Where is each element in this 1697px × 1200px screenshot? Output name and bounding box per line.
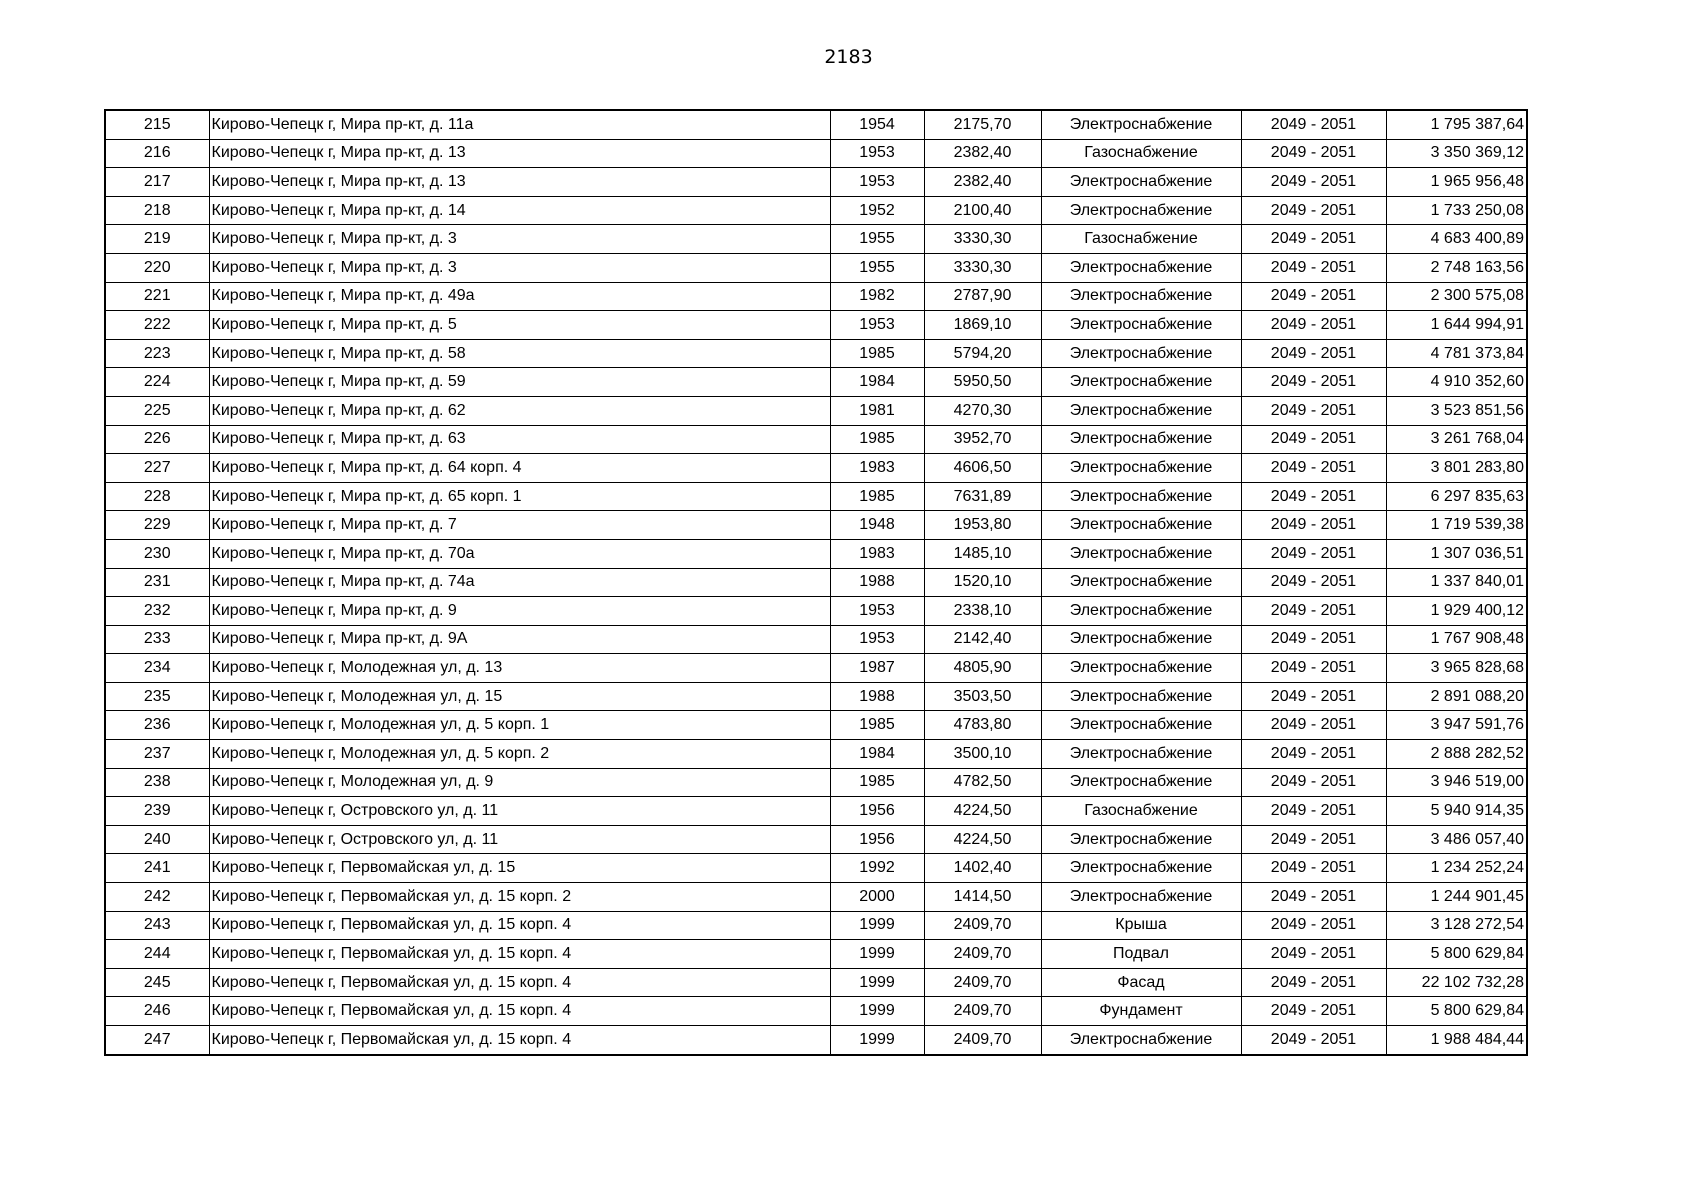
row-number-cell: 217: [105, 168, 209, 197]
cost-cell: 3 261 768,04: [1386, 425, 1527, 454]
address-cell: Кирово-Чепецк г, Молодежная ул, д. 15: [209, 682, 830, 711]
area-cell: 1953,80: [924, 511, 1041, 540]
work-type-cell: Электроснабжение: [1041, 768, 1241, 797]
work-type-cell: Электроснабжение: [1041, 482, 1241, 511]
period-cell: 2049 - 2051: [1241, 225, 1386, 254]
build-year-cell: 1985: [830, 482, 924, 511]
build-year-cell: 1988: [830, 568, 924, 597]
area-cell: 4224,50: [924, 797, 1041, 826]
area-cell: 1414,50: [924, 883, 1041, 912]
cost-cell: 1 733 250,08: [1386, 196, 1527, 225]
row-number-cell: 238: [105, 768, 209, 797]
area-cell: 4783,80: [924, 711, 1041, 740]
cost-cell: 1 234 252,24: [1386, 854, 1527, 883]
build-year-cell: 1982: [830, 282, 924, 311]
build-year-cell: 1981: [830, 396, 924, 425]
cost-cell: 3 965 828,68: [1386, 654, 1527, 683]
period-cell: 2049 - 2051: [1241, 110, 1386, 139]
area-cell: 4606,50: [924, 454, 1041, 483]
address-cell: Кирово-Чепецк г, Мира пр-кт, д. 14: [209, 196, 830, 225]
build-year-cell: 1952: [830, 196, 924, 225]
table-body: [105, 110, 1527, 1055]
area-cell: 4782,50: [924, 768, 1041, 797]
table-row: [105, 454, 1527, 483]
table-row: [105, 253, 1527, 282]
build-year-cell: 1988: [830, 682, 924, 711]
cost-cell: 1 719 539,38: [1386, 511, 1527, 540]
period-cell: 2049 - 2051: [1241, 625, 1386, 654]
row-number-cell: 223: [105, 339, 209, 368]
period-cell: 2049 - 2051: [1241, 1026, 1386, 1055]
period-cell: 2049 - 2051: [1241, 597, 1386, 626]
cost-cell: 1 795 387,64: [1386, 110, 1527, 139]
table-row: [105, 682, 1527, 711]
table-row: [105, 511, 1527, 540]
area-cell: 2382,40: [924, 168, 1041, 197]
work-type-cell: Электроснабжение: [1041, 597, 1241, 626]
table-row: [105, 597, 1527, 626]
period-cell: 2049 - 2051: [1241, 682, 1386, 711]
row-number-cell: 228: [105, 482, 209, 511]
work-type-cell: Газоснабжение: [1041, 797, 1241, 826]
table-row: [105, 339, 1527, 368]
address-cell: Кирово-Чепецк г, Первомайская ул, д. 15 корп. 2: [209, 883, 830, 912]
period-cell: 2049 - 2051: [1241, 854, 1386, 883]
table-row: [105, 225, 1527, 254]
area-cell: 2409,70: [924, 911, 1041, 940]
address-cell: Кирово-Чепецк г, Мира пр-кт, д. 9: [209, 597, 830, 626]
work-type-cell: Электроснабжение: [1041, 368, 1241, 397]
table-row: [105, 139, 1527, 168]
cost-cell: 1 988 484,44: [1386, 1026, 1527, 1055]
page-number: 2183: [824, 46, 873, 68]
area-cell: 4224,50: [924, 825, 1041, 854]
work-type-cell: Электроснабжение: [1041, 339, 1241, 368]
area-cell: 3330,30: [924, 225, 1041, 254]
build-year-cell: 1954: [830, 110, 924, 139]
table-row: [105, 539, 1527, 568]
row-number-cell: 215: [105, 110, 209, 139]
build-year-cell: 1999: [830, 940, 924, 969]
work-type-cell: Электроснабжение: [1041, 825, 1241, 854]
table-row: [105, 654, 1527, 683]
cost-cell: 1 337 840,01: [1386, 568, 1527, 597]
table-row: [105, 968, 1527, 997]
build-year-cell: 1985: [830, 768, 924, 797]
address-cell: Кирово-Чепецк г, Мира пр-кт, д. 65 корп. 1: [209, 482, 830, 511]
area-cell: 5950,50: [924, 368, 1041, 397]
cost-cell: 1 244 901,45: [1386, 883, 1527, 912]
table-row: [105, 883, 1527, 912]
work-type-cell: Электроснабжение: [1041, 253, 1241, 282]
build-year-cell: 1953: [830, 311, 924, 340]
work-type-cell: Фасад: [1041, 968, 1241, 997]
build-year-cell: 1999: [830, 911, 924, 940]
period-cell: 2049 - 2051: [1241, 454, 1386, 483]
work-type-cell: Электроснабжение: [1041, 311, 1241, 340]
area-cell: 2100,40: [924, 196, 1041, 225]
address-cell: Кирово-Чепецк г, Мира пр-кт, д. 58: [209, 339, 830, 368]
cost-cell: 3 486 057,40: [1386, 825, 1527, 854]
build-year-cell: 1985: [830, 425, 924, 454]
row-number-cell: 230: [105, 539, 209, 568]
row-number-cell: 240: [105, 825, 209, 854]
table-row: [105, 1026, 1527, 1055]
table-row: [105, 997, 1527, 1026]
address-cell: Кирово-Чепецк г, Молодежная ул, д. 9: [209, 768, 830, 797]
cost-cell: 2 748 163,56: [1386, 253, 1527, 282]
table-row: [105, 396, 1527, 425]
cost-cell: 5 800 629,84: [1386, 940, 1527, 969]
row-number-cell: 225: [105, 396, 209, 425]
area-cell: 4270,30: [924, 396, 1041, 425]
table-row: [105, 768, 1527, 797]
row-number-cell: 227: [105, 454, 209, 483]
row-number-cell: 235: [105, 682, 209, 711]
area-cell: 2409,70: [924, 1026, 1041, 1055]
period-cell: 2049 - 2051: [1241, 196, 1386, 225]
period-cell: 2049 - 2051: [1241, 482, 1386, 511]
area-cell: 2409,70: [924, 997, 1041, 1026]
period-cell: 2049 - 2051: [1241, 568, 1386, 597]
period-cell: 2049 - 2051: [1241, 825, 1386, 854]
row-number-cell: 222: [105, 311, 209, 340]
address-cell: Кирово-Чепецк г, Мира пр-кт, д. 7: [209, 511, 830, 540]
period-cell: 2049 - 2051: [1241, 797, 1386, 826]
address-cell: Кирово-Чепецк г, Мира пр-кт, д. 11а: [209, 110, 830, 139]
address-cell: Кирово-Чепецк г, Мира пр-кт, д. 49а: [209, 282, 830, 311]
build-year-cell: 1984: [830, 368, 924, 397]
build-year-cell: 1983: [830, 539, 924, 568]
row-number-cell: 245: [105, 968, 209, 997]
address-cell: Кирово-Чепецк г, Мира пр-кт, д. 63: [209, 425, 830, 454]
address-cell: Кирово-Чепецк г, Островского ул, д. 11: [209, 825, 830, 854]
period-cell: 2049 - 2051: [1241, 425, 1386, 454]
row-number-cell: 219: [105, 225, 209, 254]
table-row: [105, 110, 1527, 139]
table-row: [105, 911, 1527, 940]
work-type-cell: Подвал: [1041, 940, 1241, 969]
area-cell: 3952,70: [924, 425, 1041, 454]
address-cell: Кирово-Чепецк г, Мира пр-кт, д. 70а: [209, 539, 830, 568]
work-type-cell: Электроснабжение: [1041, 711, 1241, 740]
area-cell: 3330,30: [924, 253, 1041, 282]
cost-cell: 1 929 400,12: [1386, 597, 1527, 626]
row-number-cell: 220: [105, 253, 209, 282]
area-cell: 3500,10: [924, 740, 1041, 769]
work-type-cell: Фундамент: [1041, 997, 1241, 1026]
row-number-cell: 232: [105, 597, 209, 626]
period-cell: 2049 - 2051: [1241, 539, 1386, 568]
address-cell: Кирово-Чепецк г, Первомайская ул, д. 15 корп. 4: [209, 968, 830, 997]
area-cell: 1520,10: [924, 568, 1041, 597]
table-row: [105, 825, 1527, 854]
build-year-cell: 1953: [830, 168, 924, 197]
address-cell: Кирово-Чепецк г, Первомайская ул, д. 15 корп. 4: [209, 911, 830, 940]
period-cell: 2049 - 2051: [1241, 711, 1386, 740]
table-row: [105, 311, 1527, 340]
build-year-cell: 1999: [830, 997, 924, 1026]
build-year-cell: 1992: [830, 854, 924, 883]
row-number-cell: 224: [105, 368, 209, 397]
period-cell: 2049 - 2051: [1241, 396, 1386, 425]
address-cell: Кирово-Чепецк г, Мира пр-кт, д. 64 корп. 4: [209, 454, 830, 483]
build-year-cell: 1955: [830, 253, 924, 282]
row-number-cell: 246: [105, 997, 209, 1026]
period-cell: 2049 - 2051: [1241, 253, 1386, 282]
area-cell: 3503,50: [924, 682, 1041, 711]
period-cell: 2049 - 2051: [1241, 368, 1386, 397]
address-cell: Кирово-Чепецк г, Мира пр-кт, д. 59: [209, 368, 830, 397]
address-cell: Кирово-Чепецк г, Мира пр-кт, д. 3: [209, 225, 830, 254]
work-type-cell: Крыша: [1041, 911, 1241, 940]
build-year-cell: 1983: [830, 454, 924, 483]
area-cell: 2409,70: [924, 968, 1041, 997]
period-cell: 2049 - 2051: [1241, 168, 1386, 197]
build-year-cell: 1948: [830, 511, 924, 540]
work-type-cell: Электроснабжение: [1041, 282, 1241, 311]
address-cell: Кирово-Чепецк г, Первомайская ул, д. 15: [209, 854, 830, 883]
address-cell: Кирово-Чепецк г, Островского ул, д. 11: [209, 797, 830, 826]
row-number-cell: 241: [105, 854, 209, 883]
address-cell: Кирово-Чепецк г, Мира пр-кт, д. 62: [209, 396, 830, 425]
cost-cell: 3 128 272,54: [1386, 911, 1527, 940]
build-year-cell: 1956: [830, 797, 924, 826]
period-cell: 2049 - 2051: [1241, 740, 1386, 769]
cost-cell: 3 523 851,56: [1386, 396, 1527, 425]
address-cell: Кирово-Чепецк г, Молодежная ул, д. 5 корп. 1: [209, 711, 830, 740]
row-number-cell: 218: [105, 196, 209, 225]
work-type-cell: Электроснабжение: [1041, 568, 1241, 597]
row-number-cell: 226: [105, 425, 209, 454]
cost-cell: 5 800 629,84: [1386, 997, 1527, 1026]
build-year-cell: 1999: [830, 968, 924, 997]
table-row: [105, 168, 1527, 197]
build-year-cell: 1984: [830, 740, 924, 769]
address-cell: Кирово-Чепецк г, Мира пр-кт, д. 3: [209, 253, 830, 282]
period-cell: 2049 - 2051: [1241, 768, 1386, 797]
table-row: [105, 568, 1527, 597]
cost-cell: 5 940 914,35: [1386, 797, 1527, 826]
work-type-cell: Электроснабжение: [1041, 854, 1241, 883]
work-type-cell: Электроснабжение: [1041, 110, 1241, 139]
table-row: [105, 711, 1527, 740]
cost-cell: 3 801 283,80: [1386, 454, 1527, 483]
build-year-cell: 1956: [830, 825, 924, 854]
work-type-cell: Электроснабжение: [1041, 625, 1241, 654]
address-cell: Кирово-Чепецк г, Молодежная ул, д. 13: [209, 654, 830, 683]
period-cell: 2049 - 2051: [1241, 940, 1386, 969]
address-cell: Кирово-Чепецк г, Первомайская ул, д. 15 корп. 4: [209, 940, 830, 969]
period-cell: 2049 - 2051: [1241, 997, 1386, 1026]
table-row: [105, 282, 1527, 311]
cost-cell: 2 300 575,08: [1386, 282, 1527, 311]
address-cell: Кирово-Чепецк г, Молодежная ул, д. 5 корп. 2: [209, 740, 830, 769]
table-row: [105, 368, 1527, 397]
cost-cell: 4 683 400,89: [1386, 225, 1527, 254]
period-cell: 2049 - 2051: [1241, 883, 1386, 912]
row-number-cell: 236: [105, 711, 209, 740]
repair-register-table: [104, 109, 1528, 1056]
work-type-cell: Газоснабжение: [1041, 139, 1241, 168]
area-cell: 2175,70: [924, 110, 1041, 139]
build-year-cell: 1955: [830, 225, 924, 254]
cost-cell: 1 965 956,48: [1386, 168, 1527, 197]
build-year-cell: 1985: [830, 711, 924, 740]
period-cell: 2049 - 2051: [1241, 511, 1386, 540]
area-cell: 2787,90: [924, 282, 1041, 311]
build-year-cell: 2000: [830, 883, 924, 912]
work-type-cell: Электроснабжение: [1041, 168, 1241, 197]
build-year-cell: 1985: [830, 339, 924, 368]
period-cell: 2049 - 2051: [1241, 282, 1386, 311]
table-row: [105, 425, 1527, 454]
area-cell: 7631,89: [924, 482, 1041, 511]
period-cell: 2049 - 2051: [1241, 139, 1386, 168]
work-type-cell: Электроснабжение: [1041, 454, 1241, 483]
row-number-cell: 221: [105, 282, 209, 311]
area-cell: 2382,40: [924, 139, 1041, 168]
cost-cell: 1 307 036,51: [1386, 539, 1527, 568]
cost-cell: 3 946 519,00: [1386, 768, 1527, 797]
period-cell: 2049 - 2051: [1241, 311, 1386, 340]
period-cell: 2049 - 2051: [1241, 911, 1386, 940]
area-cell: 5794,20: [924, 339, 1041, 368]
row-number-cell: 244: [105, 940, 209, 969]
row-number-cell: 237: [105, 740, 209, 769]
table-row: [105, 196, 1527, 225]
work-type-cell: Электроснабжение: [1041, 740, 1241, 769]
table-row: [105, 482, 1527, 511]
work-type-cell: Электроснабжение: [1041, 654, 1241, 683]
row-number-cell: 233: [105, 625, 209, 654]
row-number-cell: 247: [105, 1026, 209, 1055]
work-type-cell: Электроснабжение: [1041, 396, 1241, 425]
work-type-cell: Электроснабжение: [1041, 425, 1241, 454]
row-number-cell: 242: [105, 883, 209, 912]
row-number-cell: 229: [105, 511, 209, 540]
area-cell: 2338,10: [924, 597, 1041, 626]
cost-cell: 2 891 088,20: [1386, 682, 1527, 711]
work-type-cell: Электроснабжение: [1041, 196, 1241, 225]
address-cell: Кирово-Чепецк г, Мира пр-кт, д. 13: [209, 139, 830, 168]
address-cell: Кирово-Чепецк г, Мира пр-кт, д. 9А: [209, 625, 830, 654]
table-row: [105, 940, 1527, 969]
work-type-cell: Газоснабжение: [1041, 225, 1241, 254]
cost-cell: 3 947 591,76: [1386, 711, 1527, 740]
build-year-cell: 1953: [830, 625, 924, 654]
work-type-cell: Электроснабжение: [1041, 1026, 1241, 1055]
address-cell: Кирово-Чепецк г, Мира пр-кт, д. 5: [209, 311, 830, 340]
cost-cell: 4 781 373,84: [1386, 339, 1527, 368]
period-cell: 2049 - 2051: [1241, 968, 1386, 997]
area-cell: 1869,10: [924, 311, 1041, 340]
area-cell: 1485,10: [924, 539, 1041, 568]
cost-cell: 2 888 282,52: [1386, 740, 1527, 769]
row-number-cell: 216: [105, 139, 209, 168]
address-cell: Кирово-Чепецк г, Мира пр-кт, д. 74а: [209, 568, 830, 597]
period-cell: 2049 - 2051: [1241, 654, 1386, 683]
address-cell: Кирово-Чепецк г, Первомайская ул, д. 15 корп. 4: [209, 1026, 830, 1055]
table-row: [105, 740, 1527, 769]
cost-cell: 4 910 352,60: [1386, 368, 1527, 397]
cost-cell: 1 767 908,48: [1386, 625, 1527, 654]
build-year-cell: 1953: [830, 597, 924, 626]
period-cell: 2049 - 2051: [1241, 339, 1386, 368]
cost-cell: 22 102 732,28: [1386, 968, 1527, 997]
row-number-cell: 239: [105, 797, 209, 826]
area-cell: 2409,70: [924, 940, 1041, 969]
work-type-cell: Электроснабжение: [1041, 682, 1241, 711]
work-type-cell: Электроснабжение: [1041, 511, 1241, 540]
address-cell: Кирово-Чепецк г, Первомайская ул, д. 15 корп. 4: [209, 997, 830, 1026]
table-row: [105, 625, 1527, 654]
area-cell: 1402,40: [924, 854, 1041, 883]
table-row: [105, 854, 1527, 883]
work-type-cell: Электроснабжение: [1041, 539, 1241, 568]
row-number-cell: 234: [105, 654, 209, 683]
cost-cell: 1 644 994,91: [1386, 311, 1527, 340]
cost-cell: 6 297 835,63: [1386, 482, 1527, 511]
row-number-cell: 231: [105, 568, 209, 597]
area-cell: 4805,90: [924, 654, 1041, 683]
build-year-cell: 1987: [830, 654, 924, 683]
row-number-cell: 243: [105, 911, 209, 940]
area-cell: 2142,40: [924, 625, 1041, 654]
work-type-cell: Электроснабжение: [1041, 883, 1241, 912]
build-year-cell: 1999: [830, 1026, 924, 1055]
build-year-cell: 1953: [830, 139, 924, 168]
address-cell: Кирово-Чепецк г, Мира пр-кт, д. 13: [209, 168, 830, 197]
table-row: [105, 797, 1527, 826]
cost-cell: 3 350 369,12: [1386, 139, 1527, 168]
